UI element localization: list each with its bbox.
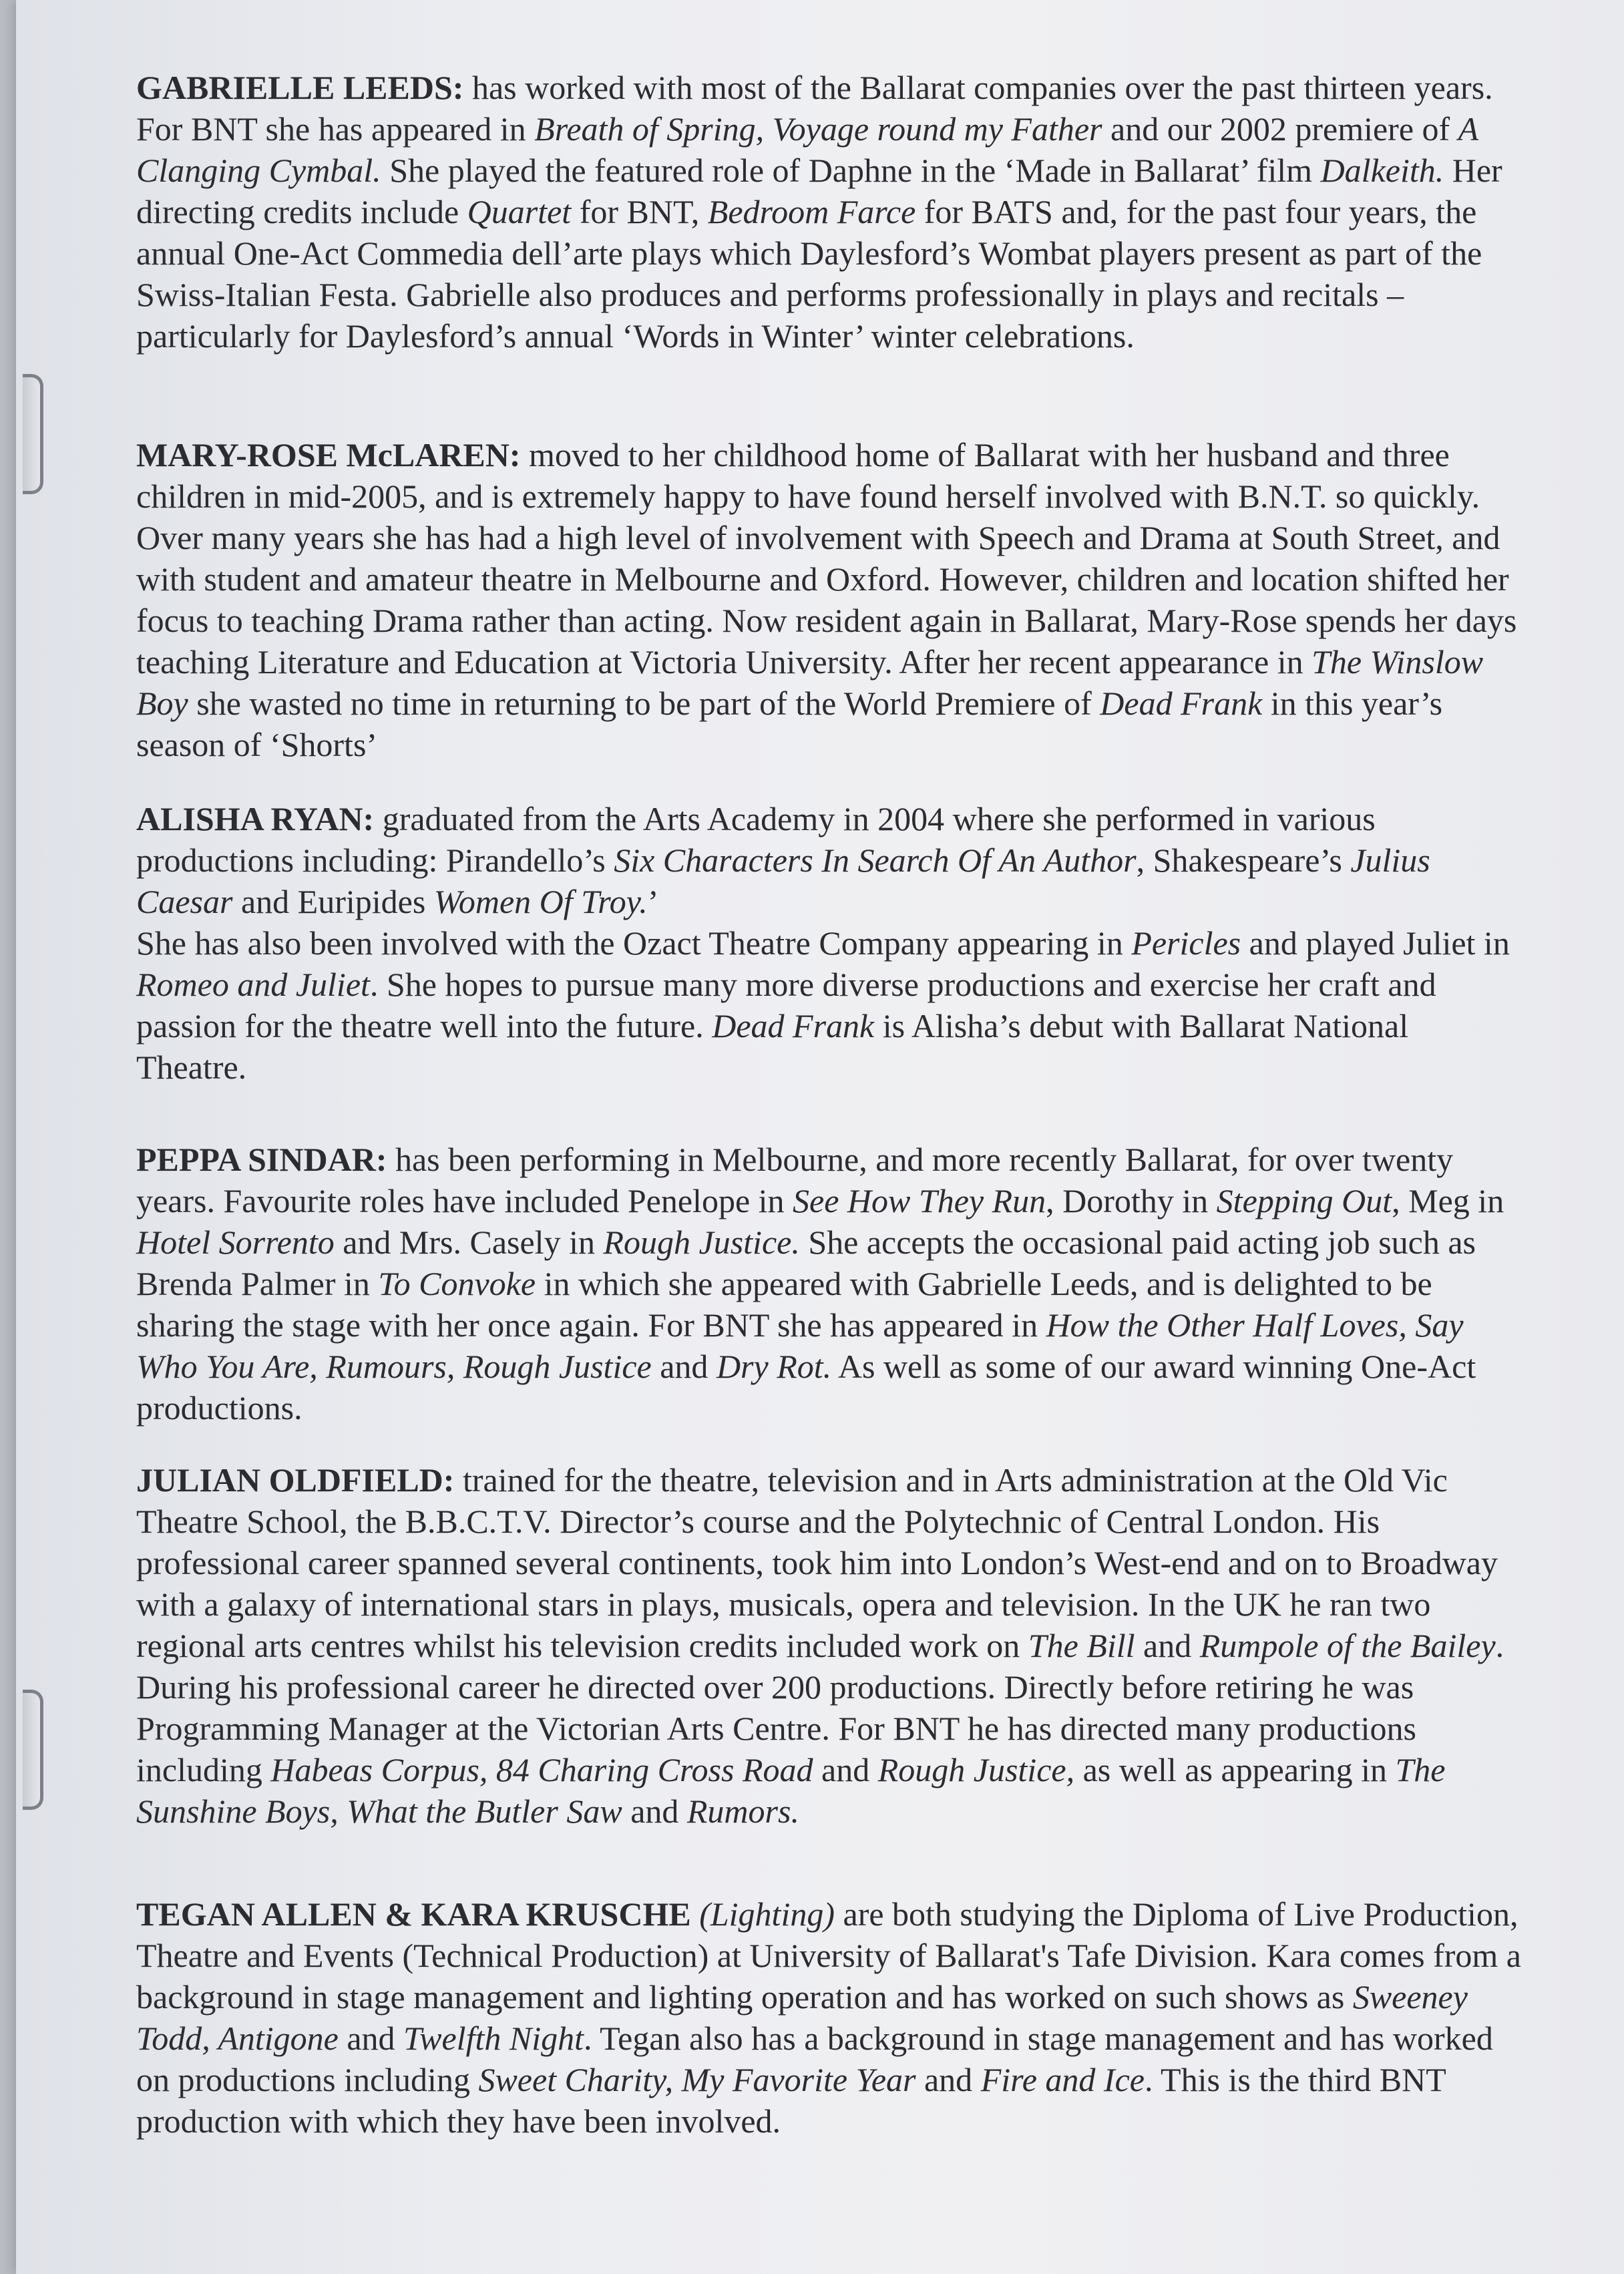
bio-alisha-ryan bbox=[136, 798, 1525, 1088]
bio-text bbox=[691, 1895, 700, 1933]
bio-text: She played the featured role of Daphne in the ‘Made in Ballarat’ film bbox=[381, 152, 1321, 189]
title-italic: Habeas Corpus, 84 Charing Cross Road bbox=[270, 1751, 813, 1788]
bio-text: as well as appearing in bbox=[1074, 1751, 1396, 1788]
title-italic: How the Other Half Loves, Say Who You Are, Rumours, Rough Justice bbox=[136, 1306, 1464, 1385]
bio-name: GABRIELLE LEEDS: bbox=[136, 69, 464, 106]
bio-text: and our 2002 premiere of bbox=[1102, 110, 1458, 148]
staple-top bbox=[23, 374, 43, 494]
bio-text: has worked with most of the Ballarat companies over the past thirteen years. For BNT she has appeared in bbox=[136, 69, 1493, 148]
bio-text: and played Juliet in bbox=[1241, 924, 1510, 962]
bio-text: and bbox=[916, 2061, 981, 2098]
title-italic: A Clanging Cymbal. bbox=[136, 110, 1478, 189]
title-italic: Breath of Spring, Voyage round my Father bbox=[534, 110, 1102, 148]
program-page bbox=[16, 0, 1624, 2274]
bio-paragraph bbox=[136, 798, 1525, 1088]
bio-text: She has also been involved with the Ozact Theatre Company appearing in bbox=[136, 924, 1132, 962]
bio-text: and Euripides bbox=[232, 883, 434, 920]
bio-text: . Tegan also has a background in stage management and has worked on productions including bbox=[136, 2020, 1493, 2098]
title-italic: Romeo and Juliet bbox=[136, 966, 370, 1003]
title-italic: The Winslow Boy bbox=[136, 643, 1484, 722]
bio-text: She accepts the occasional paid acting job such as Brenda Palmer in bbox=[136, 1223, 1476, 1302]
bio-text: and bbox=[651, 1348, 717, 1385]
bio-text: trained for the theatre, television and in Arts administration at the Old Vic Theatre School, the B.B.C.T.V. Director’s course and the Polytechnic of Central London. His professional career spanned several continents, took him into London’s West-end and on to Broadway with a galaxy of international stars in plays, musicals, opera and television. In the UK he ran two regional arts centres whilst his television credits included work on bbox=[136, 1461, 1498, 1664]
bio-text: . During his professional career he directed over 200 productions. Directly before retiring he was Programming Manager at the Victorian Arts Centre. For BNT he has directed many productions including bbox=[136, 1627, 1504, 1788]
bio-text: and bbox=[813, 1751, 878, 1788]
bio-text: she wasted no time in returning to be part of the World Premiere of bbox=[188, 685, 1100, 722]
bio-text: and Mrs. Casely in bbox=[334, 1223, 604, 1261]
bio-text: . This is the third BNT production with which they have been involved. bbox=[136, 2061, 1446, 2140]
title-italic: Hotel Sorrento bbox=[136, 1223, 335, 1261]
bio-name: JULIAN OLDFIELD: bbox=[136, 1461, 455, 1499]
bio-text: , Shakespeare’s bbox=[1136, 841, 1351, 879]
title-italic: The Bill bbox=[1028, 1627, 1135, 1664]
bio-name: MARY-ROSE McLAREN: bbox=[136, 436, 521, 473]
bio-text: in which she appeared with Gabrielle Leeds, and is delighted to be sharing the stage with her once again. For BNT she has appeared in bbox=[136, 1265, 1432, 1344]
title-italic: Dalkeith. bbox=[1320, 152, 1444, 189]
title-italic: Six Characters In Search Of An Author bbox=[614, 841, 1137, 879]
title-italic: Rough Justice. bbox=[603, 1223, 800, 1261]
bio-mary-rose-mclaren bbox=[136, 434, 1525, 765]
bio-tegan-allen-kara-krusche bbox=[136, 1893, 1525, 2142]
title-italic: To Convoke bbox=[378, 1265, 536, 1302]
title-italic: Dry Rot. bbox=[716, 1348, 832, 1385]
title-italic: (Lighting) bbox=[699, 1895, 835, 1933]
title-italic: See How They Run bbox=[793, 1182, 1046, 1219]
title-italic: Sweeney Todd, Antigone bbox=[136, 1978, 1468, 2057]
bio-text: ’ bbox=[647, 883, 659, 920]
bio-text: are both studying the Diploma of Live Production, Theatre and Events (Technical Production) at University of Ballarat's Tafe Division. Kara comes from a background in stage management and lighting operation and has worked on such shows as bbox=[136, 1895, 1521, 2016]
title-italic: Rumpole of the Bailey bbox=[1199, 1627, 1496, 1664]
bio-text: has been performing in Melbourne, and more recently Ballarat, for over twenty years. Favourite roles have included Penelope in bbox=[136, 1141, 1454, 1219]
bio-text: in this year’s season of ‘Shorts’ bbox=[136, 685, 1443, 763]
bio-text: is Alisha’s debut with Ballarat National Theatre. bbox=[136, 1007, 1409, 1086]
bio-gabrielle-leeds bbox=[136, 67, 1525, 357]
title-italic: Fire and Ice bbox=[980, 2061, 1145, 2098]
bio-name: ALISHA RYAN: bbox=[136, 800, 375, 837]
bio-text: , Meg in bbox=[1392, 1182, 1504, 1219]
title-italic: Dead Frank bbox=[712, 1007, 875, 1045]
bio-text: for BNT, bbox=[571, 193, 708, 230]
title-italic: Stepping Out bbox=[1216, 1182, 1392, 1219]
bio-paragraph bbox=[136, 1139, 1525, 1429]
bio-text: and bbox=[338, 2020, 404, 2057]
title-italic: Women Of Troy. bbox=[433, 883, 648, 920]
bio-paragraph bbox=[136, 67, 1525, 357]
bio-text: . She hopes to pursue many more diverse productions and exercise her craft and passion for the theatre well into the future. bbox=[136, 966, 1436, 1045]
bio-text: and bbox=[622, 1792, 687, 1830]
bio-text: graduated from the Arts Academy in 2004 where she performed in various productions including: Pirandello’s bbox=[136, 800, 1376, 879]
title-italic: Bedroom Farce bbox=[707, 193, 916, 230]
title-italic: The Sunshine Boys, What the Butler Saw bbox=[136, 1751, 1446, 1830]
staple-bottom bbox=[23, 1690, 43, 1810]
title-italic: Dead Frank bbox=[1100, 685, 1263, 722]
bio-paragraph bbox=[136, 1893, 1525, 2142]
bio-julian-oldfield bbox=[136, 1459, 1525, 1832]
title-italic: Julius Caesar bbox=[136, 841, 1430, 920]
bio-paragraph bbox=[136, 434, 1525, 765]
title-italic: Quartet bbox=[467, 193, 572, 230]
bio-text: As well as some of our award winning One-Act productions. bbox=[136, 1348, 1476, 1427]
bio-text: moved to her childhood home of Ballarat with her husband and three children in mid-2005, and is extremely happy to have found herself involved with B.N.T. so quickly. Over many years she has had a high level of involvement with Speech and Drama at South Street, and with student and amateur theatre in Melbourne and Oxford. However, children and location shifted her focus to teaching Drama rather than acting. Now resident again in Ballarat, Mary-Rose spends her days teaching Literature and Education at Victoria University. After her recent appearance in bbox=[136, 436, 1517, 681]
bio-name: PEPPA SINDAR: bbox=[136, 1141, 387, 1178]
bio-peppa-sindar bbox=[136, 1139, 1525, 1429]
title-italic: Rough Justice, bbox=[877, 1751, 1075, 1788]
title-italic: Pericles bbox=[1131, 924, 1241, 962]
bio-text: Her directing credits include bbox=[136, 152, 1502, 230]
bio-name: TEGAN ALLEN & KARA KRUSCHE bbox=[136, 1895, 691, 1933]
title-italic: Twelfth Night bbox=[403, 2020, 584, 2057]
title-italic: Rumors. bbox=[686, 1792, 799, 1830]
bio-paragraph bbox=[136, 1459, 1525, 1832]
bio-text: and bbox=[1135, 1627, 1200, 1664]
title-italic: Sweet Charity, My Favorite Year bbox=[478, 2061, 916, 2098]
bio-text: , Dorothy in bbox=[1046, 1182, 1217, 1219]
bio-text: for BATS and, for the past four years, the annual One-Act Commedia dell’arte plays which Daylesford’s Wombat players present as part of the Swiss-Italian Festa. Gabrielle also produces and performs professionally in plays and recitals – particularly for Daylesford’s annual ‘Words in Winter’ winter celebrations. bbox=[136, 193, 1482, 355]
